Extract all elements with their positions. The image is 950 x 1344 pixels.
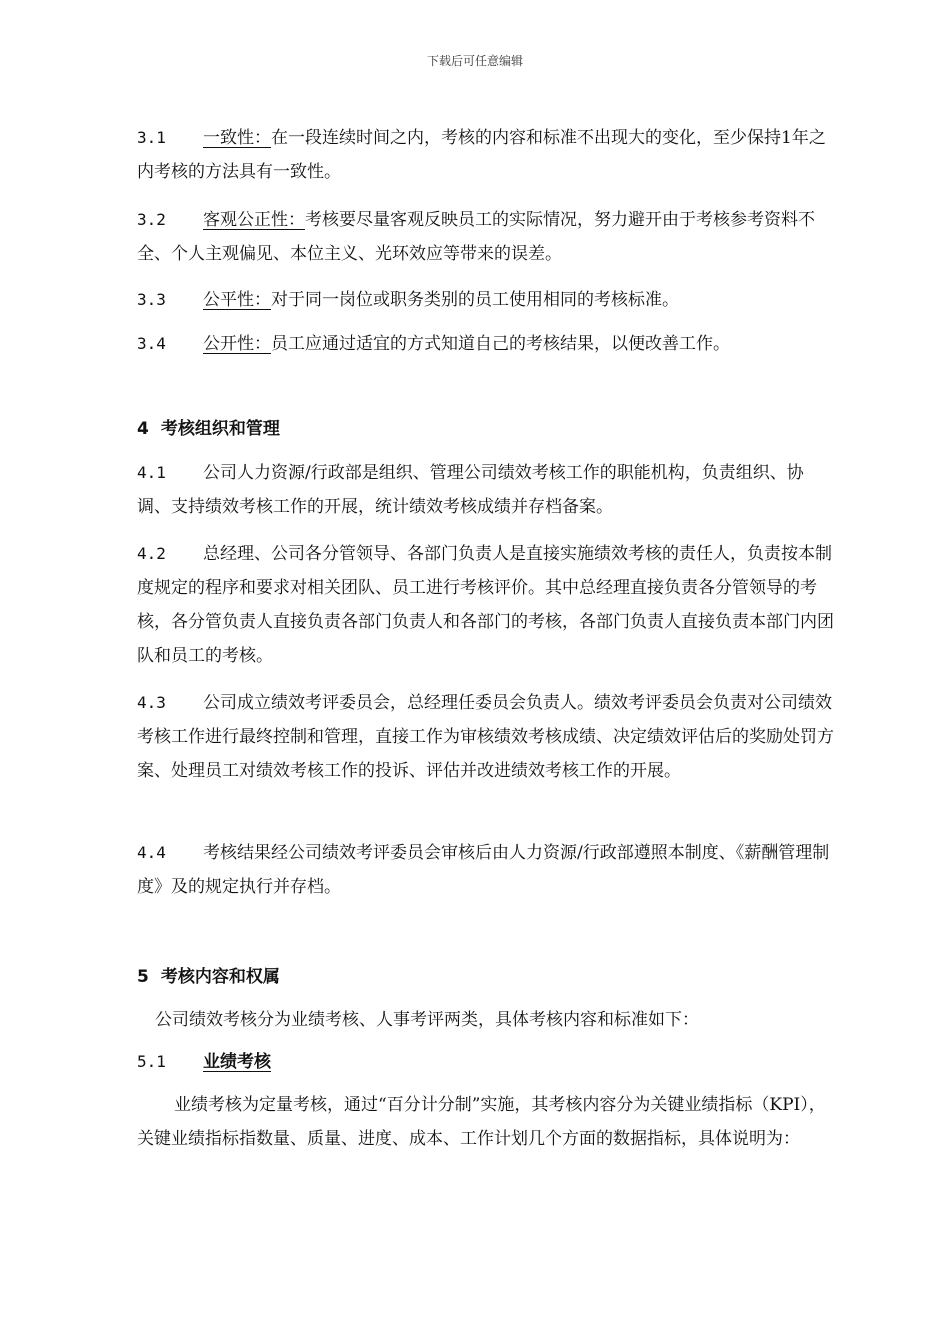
clause-number: 4.3 xyxy=(137,693,166,712)
clause-title: 业绩考核 xyxy=(203,1052,271,1072)
clause-term: 公平性： xyxy=(203,290,271,310)
clause-text: 考核要尽量客观反映员工的实际情况，努力避开由于考核参考资料不全、个人主观偏见、本位主义、光环效应等带来的误差。 xyxy=(137,210,815,264)
clause-text: 员工应通过适宜的方式知道自己的考核结果，以便改善工作。 xyxy=(271,334,730,354)
clause-text: 在一段连续时间之内，考核的内容和标准不出现大的变化，至少保持1年之内考核的方法具有一致性。 xyxy=(137,128,826,182)
clause-text: 公司成立绩效考评委员会，总经理任委员会负责人。绩效考评委员会负责对公司绩效考核工作进行最终控制和管理，直接工作为审核绩效考核成绩、决定绩效评估后的奖励处罚方案、处理员工对绩效考核工作的投诉、评估并改进绩效考核工作的开展。 xyxy=(137,693,834,781)
clause-number: 3.3 xyxy=(137,290,166,309)
clause-text: 公司人力资源/行政部是组织、管理公司绩效考核工作的职能机构，负责组织、协调、支持绩效考核工作的开展，统计绩效考核成绩并存档备案。 xyxy=(137,463,804,517)
clause-text: 总经理、公司各分管领导、各部门负责人是直接实施绩效考核的责任人，负责按本制度规定的程序和要求对相关团队、员工进行考核评价。其中总经理直接负责各分管领导的考核，各分管负责人直接负责各部门负责人和各部门的考核，各部门负责人直接负责本部门内团队和员工的考核。 xyxy=(137,544,834,666)
clause-text: 对于同一岗位或职务类别的员工使用相同的考核标准。 xyxy=(271,290,679,310)
clause-term: 公开性： xyxy=(203,334,271,354)
clause-number: 5.1 xyxy=(137,1052,166,1071)
section-number: 5 xyxy=(137,967,149,987)
clause-3-1 xyxy=(137,121,837,189)
clause-3-2 xyxy=(137,203,837,271)
clause-number: 4.4 xyxy=(137,843,166,862)
clause-number: 4.2 xyxy=(137,544,166,563)
clause-4-3 xyxy=(137,686,837,788)
clause-text: 考核结果经公司绩效考评委员会审核后由人力资源/行政部遵照本制度、《薪酬管理制度》及的规定执行并存档。 xyxy=(137,843,830,897)
clause-4-1 xyxy=(137,456,837,524)
section-5-1-body: 业绩考核为定量考核，通过“百分计分制”实施，其考核内容分为关键业绩指标（KPI），关键业绩指标指数量、质量、进度、成本、工作计划几个方面的数据指标，具体说明为： xyxy=(137,1095,826,1149)
clause-number: 3.4 xyxy=(137,334,166,353)
clause-3-4 xyxy=(137,327,837,361)
clause-4-2 xyxy=(137,537,837,673)
clause-4-4 xyxy=(137,836,837,904)
clause-5-1-heading xyxy=(137,1045,837,1079)
section-title: 考核内容和权属 xyxy=(160,967,280,987)
page-header: 下载后可任意编辑 xyxy=(426,54,523,68)
clause-number: 3.1 xyxy=(137,128,166,147)
section-5-heading xyxy=(137,962,280,992)
section-5-intro: 公司绩效考核分为业绩考核、人事考评两类，具体考核内容和标准如下： xyxy=(155,1010,699,1030)
clause-3-3 xyxy=(137,283,837,317)
clause-term: 一致性： xyxy=(203,128,271,148)
clause-number: 3.2 xyxy=(137,210,166,229)
clause-number: 4.1 xyxy=(137,463,166,482)
clause-term: 客观公正性： xyxy=(203,210,305,230)
section-4-heading xyxy=(137,414,280,444)
section-number: 4 xyxy=(137,419,149,439)
section-title: 考核组织和管理 xyxy=(160,419,280,439)
